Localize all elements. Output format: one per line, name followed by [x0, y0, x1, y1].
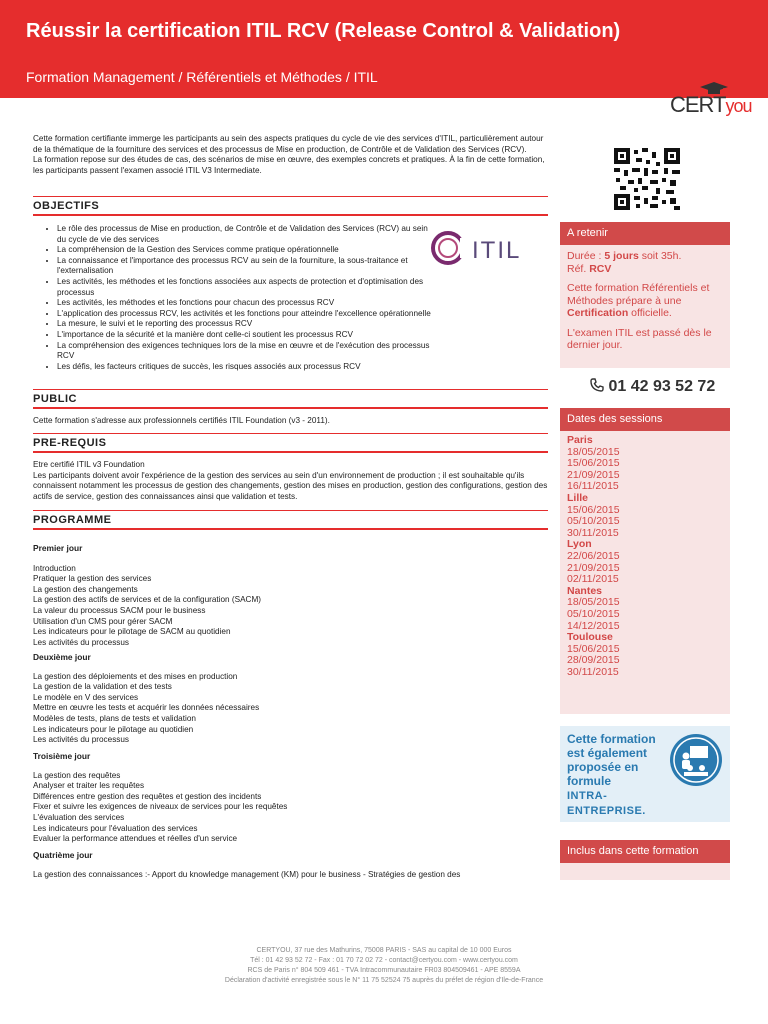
sidebar-inclus — [560, 840, 730, 880]
training-group-icon — [668, 732, 724, 788]
list-item: Les activités du processus — [33, 637, 130, 647]
day-title: Troisième jour — [33, 751, 91, 761]
session-date[interactable]: 16/11/2015 — [567, 480, 619, 493]
certyou-logo[interactable] — [664, 82, 752, 130]
prerequis-line: Les participants doivent avoir l'expérience de la gestion des services au sein d'un environnement de production ; il est souhaitable qu'ils connaissent notamment les processus de gestion des changements, gestion des mises en production, gestion des configurations, gestion des actifs de service, gestion des connaissances ainsi que validation et tests. — [33, 470, 548, 501]
section-prerequis — [33, 437, 548, 453]
list-item: • Les défis, les facteurs critiques de succès, les risques associés aux processus RCV — [57, 362, 437, 373]
session-date[interactable]: 05/10/2015 — [567, 515, 620, 528]
session-date[interactable]: 18/05/2015 — [567, 445, 620, 458]
list-item: • La connaissance et l'importance des processus RCV au sein de la fourniture, la sous-traitance et l'externalisation — [57, 256, 437, 277]
session-date[interactable]: 15/06/2015 — [567, 457, 620, 470]
section-objectifs — [33, 200, 548, 216]
sidebar-intra[interactable] — [560, 726, 730, 822]
city-name: Toulouse — [567, 631, 613, 644]
day-title: Deuxième jour — [33, 652, 91, 662]
intro-paragraph: La formation repose sur des études de cas, des scénarios de mise en œuvre, des exemples concrets et pratiques. À la fin de cette formation, les participants passent l'examen associé ITIL V3 Intermediate. — [33, 155, 545, 175]
list-item: • Les activités, les méthodes et les fonctions pour chacun des processus RCV — [57, 298, 437, 309]
list-item: L'évaluation des services — [33, 812, 125, 822]
breadcrumb[interactable]: Formation Management / Référentiels et Méthodes / ITIL — [26, 69, 378, 85]
session-date[interactable]: 15/06/2015 — [567, 503, 620, 516]
city-name: Lille — [567, 491, 589, 504]
footer-line: Déclaration d'activité enregistrée sous le N° 11 75 52524 75 auprès du préfet de région d'Ile-de-France — [224, 977, 544, 984]
list-item: La gestion de la validation et des tests — [33, 682, 172, 692]
session-date[interactable]: 15/06/2015 — [567, 642, 620, 655]
programme-day-1 — [33, 543, 548, 648]
list-item: La gestion des actifs de services et de la configuration (SACM) — [33, 595, 261, 605]
session-date[interactable]: 05/10/2015 — [567, 607, 620, 620]
programme-day-3 — [33, 751, 548, 845]
prerequis-line: Etre certifié ITIL v3 Foundation — [33, 460, 145, 469]
city-name: Paris — [567, 434, 593, 446]
intro-paragraph: Cette formation certifiante immerge les participants au sein des aspects pratiques du cycle de vie des services d'ITIL, particulièrement autour de la thématique de la fourniture des services et des processus de Mise en production, de Contrôle et de Validation des Services (RCV). — [33, 134, 544, 154]
list-item: Différences entre gestion des requêtes et gestion des incidents — [33, 791, 262, 801]
itil-logo-text: ITIL — [472, 237, 522, 264]
section-title: PRE-REQUIS — [33, 437, 548, 453]
list-item: • La compréhension de la Gestion des Services comme pratique opérationnelle — [57, 245, 437, 256]
list-item: La gestion des connaissances :- Apport du knowledge management (KM) pour le business - Stratégies de gestion des — [33, 869, 461, 879]
list-item: • Les activités, les méthodes et les fonctions associées aux aspects de protection et d'optimisation des processus — [57, 277, 437, 298]
list-item: La valeur du processus SACM pour le business — [33, 605, 206, 615]
list-item: Les indicateurs pour le pilotage de SACM au quotidien — [33, 627, 231, 637]
public-text: Cette formation s'adresse aux professionnels certifiés ITIL Foundation (v3 - 2011). — [33, 416, 330, 425]
city-name: Nantes — [567, 584, 603, 597]
list-item: Utilisation d'un CMS pour gérer SACM — [33, 616, 173, 626]
page-header — [0, 0, 768, 98]
list-item: Analyser et traiter les requêtes — [33, 781, 145, 791]
page-footer — [0, 946, 768, 986]
list-item: Evaluer la performance attendues et réelles d'un service — [33, 834, 238, 844]
footer-line: CERTYOU, 37 rue des Mathurins, 75008 PARIS - SAS au capital de 10 000 Euros — [256, 947, 512, 954]
list-item: Modèles de tests, plans de tests et validation — [33, 713, 196, 723]
phone-icon — [590, 378, 604, 392]
section-title: PUBLIC — [33, 393, 548, 409]
list-item: Mettre en œuvre les tests et acquérir les données nécessaires — [33, 703, 260, 713]
session-date[interactable]: 21/09/2015 — [567, 561, 620, 574]
city-name: Lyon — [567, 538, 592, 551]
footer-line: RCS de Paris n° 804 509 461 - TVA Intracommunautaire FR03 804509461 - APE 8559A — [247, 967, 521, 974]
sidebar-heading: Inclus dans cette formation — [560, 840, 730, 863]
list-item: • L'importance de la sécurité et la manière dont celle-ci soutient les processus RCV — [57, 330, 437, 341]
day-title: Premier jour — [33, 543, 83, 553]
list-item: • Le rôle des processus de Mise en production, de Contrôle et de Validation des Services (RCV) au sein du cycle de vie des services — [57, 224, 437, 245]
programme-day-2 — [33, 652, 548, 746]
sidebar-dates — [560, 408, 730, 714]
logo-text: CERTyou — [670, 92, 752, 117]
list-item: • La compréhension des exigences techniques lors de la mise en œuvre et de l'exécution des processus RCV — [57, 341, 437, 362]
list-item: La gestion des requêtes — [33, 770, 121, 780]
list-item: Introduction — [33, 563, 76, 573]
session-date[interactable]: 28/09/2015 — [567, 654, 620, 667]
objectifs-list — [44, 224, 437, 372]
sidebar-retenir — [560, 222, 730, 368]
day-title: Quatrième jour — [33, 850, 93, 860]
itil-logo — [430, 228, 540, 268]
session-date[interactable]: 18/05/2015 — [567, 596, 620, 609]
list-item: Pratiquer la gestion des services — [33, 574, 152, 584]
session-date[interactable]: 14/12/2015 — [567, 619, 620, 632]
section-programme — [33, 514, 548, 530]
programme-day-4 — [33, 850, 548, 880]
sidebar-heading: A retenir — [560, 222, 730, 245]
qr-code-icon[interactable] — [614, 148, 680, 210]
sidebar-retenir-body: Durée : 5 jours soit 35h. Réf. RCV Cette formation Référentiels et Méthodes prépare à une Certification officielle. L'examen ITIL est passé dès le dernier jour. — [567, 250, 712, 351]
session-date[interactable]: 30/11/2015 — [567, 665, 619, 678]
list-item: La gestion des déploiements et des mises en production — [33, 671, 238, 681]
prerequis-text — [33, 460, 548, 502]
session-date[interactable]: 22/06/2015 — [567, 549, 620, 562]
section-public — [33, 393, 548, 409]
session-date[interactable]: 30/11/2015 — [567, 526, 619, 539]
section-title: PROGRAMME — [33, 514, 548, 530]
list-item: • L'application des processus RCV, les activités et les fonctions pour atteindre l'excellence opérationnelle — [57, 309, 437, 320]
footer-line: Tél : 01 42 93 52 72 - Fax : 01 70 72 02 72 - contact@certyou.com - www.certyou.com — [250, 957, 518, 964]
phone-number[interactable]: 01 42 93 52 72 — [590, 378, 715, 396]
intra-text: Cette formation est également proposée en formule INTRA-ENTREPRISE. — [567, 732, 656, 817]
list-item: Les indicateurs pour le pilotage au quotidien — [33, 724, 194, 734]
session-date[interactable]: 02/11/2015 — [567, 573, 619, 586]
intro-text — [33, 134, 553, 176]
section-title: OBJECTIFS — [33, 200, 548, 216]
page-title: Réussir la certification ITIL RCV (Release Control & Validation) — [26, 20, 621, 42]
list-item: Fixer et suivre les exigences de niveaux de services pour les requêtes — [33, 802, 288, 812]
dates-list — [560, 431, 730, 682]
list-item: La gestion des changements — [33, 584, 138, 594]
list-item: Le modèle en V des services — [33, 692, 139, 702]
list-item: Les activités du processus — [33, 735, 130, 745]
sidebar-heading: Dates des sessions — [560, 408, 730, 431]
list-item: • La mesure, le suivi et le reporting des processus RCV — [57, 319, 437, 330]
list-item: Les indicateurs pour l'évaluation des services — [33, 823, 198, 833]
session-date[interactable]: 21/09/2015 — [567, 468, 620, 481]
